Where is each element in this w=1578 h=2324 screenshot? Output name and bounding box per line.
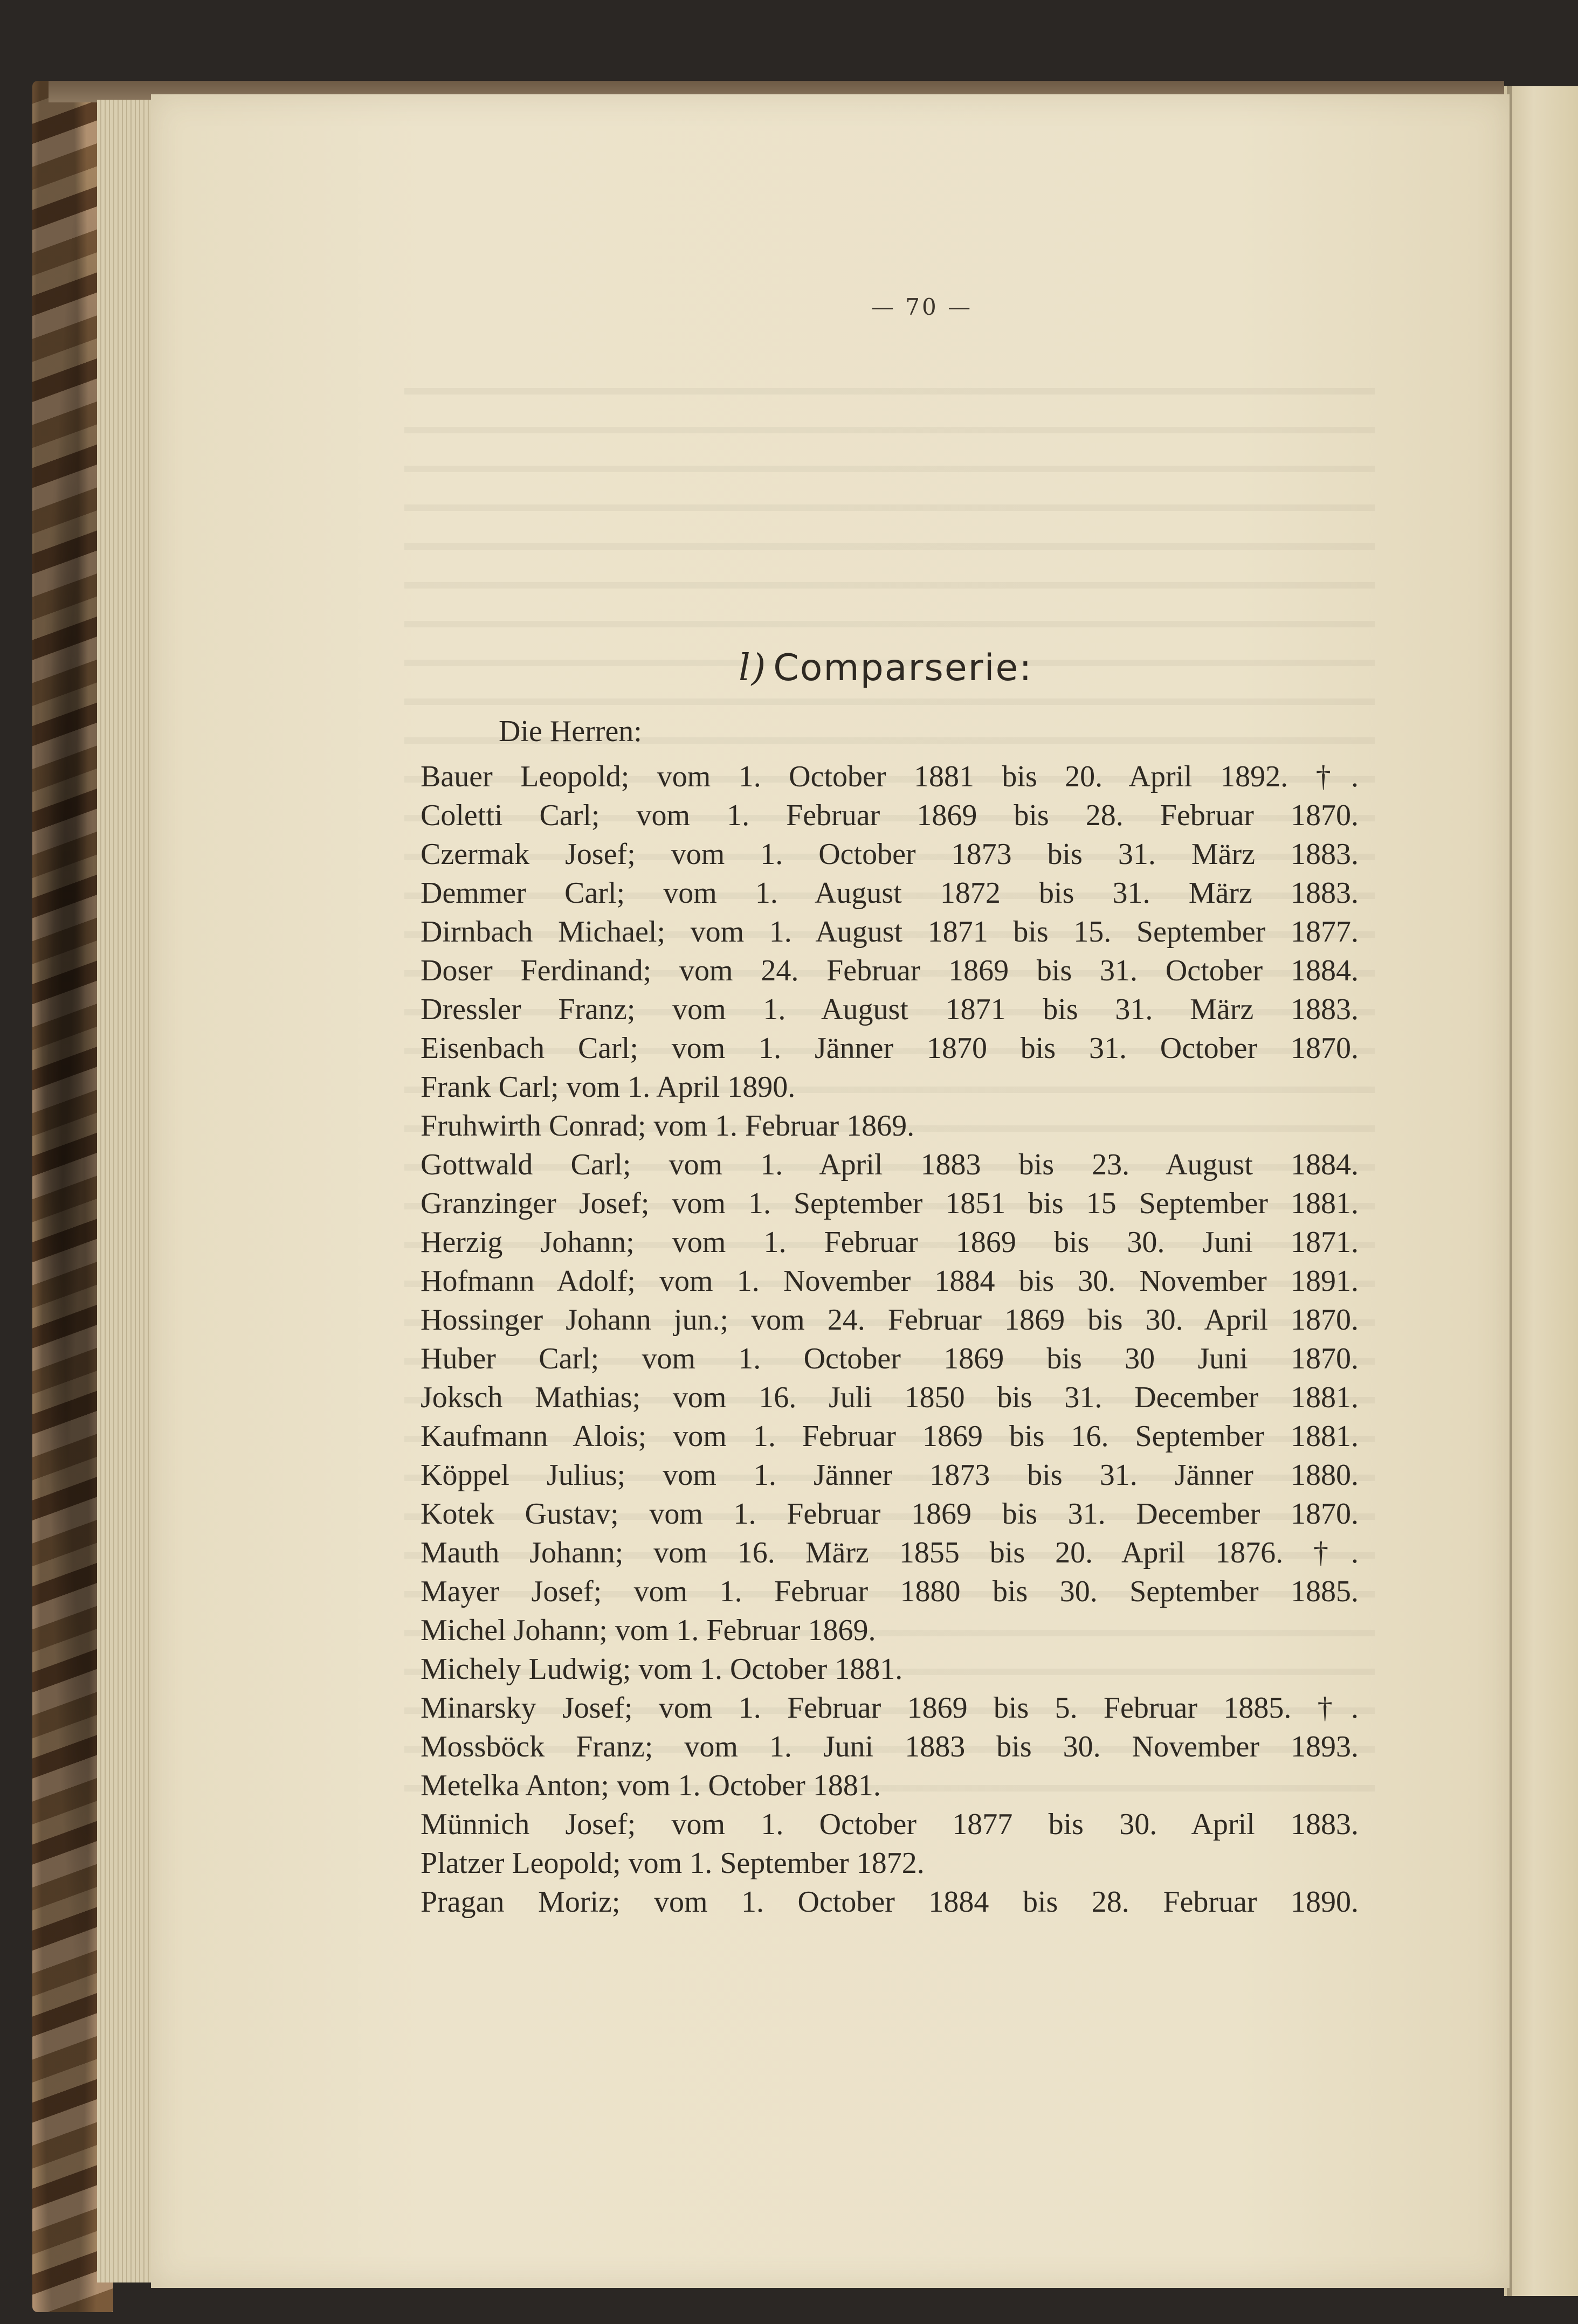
section-title: Comparserie:: [773, 647, 1033, 689]
page-number: — 70 —: [871, 294, 973, 320]
list-item: Pragan Moriz; vom 1. October 1884 bis 28. Februar 1890.: [421, 1885, 1359, 1919]
intro-line: Die Herren:: [499, 715, 642, 748]
list-item: Mossböck Franz; vom 1. Juni 1883 bis 30. November 1893.: [421, 1730, 1359, 1763]
list-item: Mayer Josef; vom 1. Februar 1880 bis 30. September 1885.: [421, 1575, 1359, 1608]
list-item: Coletti Carl; vom 1. Februar 1869 bis 28. Februar 1870.: [421, 799, 1359, 832]
list-item: Czermak Josef; vom 1. October 1873 bis 31. März 1883.: [421, 838, 1359, 871]
list-item: Michel Johann; vom 1. Februar 1869.: [421, 1614, 876, 1647]
list-item: Platzer Leopold; vom 1. September 1872.: [421, 1846, 925, 1880]
list-item: Hofmann Adolf; vom 1. November 1884 bis 30. November 1891.: [421, 1264, 1359, 1298]
list-item: Huber Carl; vom 1. October 1869 bis 30 Juni 1870.: [421, 1342, 1359, 1375]
list-item: Minarsky Josef; vom 1. Februar 1869 bis 5. Februar 1885. †.: [421, 1691, 1359, 1725]
list-item: Hossinger Johann jun.; vom 24. Februar 1869 bis 30. April 1870.: [421, 1303, 1359, 1337]
page-edges: [97, 100, 156, 2282]
list-item: Joksch Mathias; vom 16. Juli 1850 bis 31. December 1881.: [421, 1381, 1359, 1414]
list-item: Fruhwirth Conrad; vom 1. Februar 1869.: [421, 1109, 915, 1143]
list-item: Gottwald Carl; vom 1. April 1883 bis 23. August 1884.: [421, 1148, 1359, 1181]
list-item: Dressler Franz; vom 1. August 1871 bis 31. März 1883.: [421, 993, 1359, 1026]
entry-list: [421, 757, 1359, 1921]
list-item: Mauth Johann; vom 16. März 1855 bis 20. April 1876. †.: [421, 1536, 1359, 1569]
section-marker: l): [739, 647, 767, 689]
list-item: Münnich Josef; vom 1. October 1877 bis 30. April 1883.: [421, 1808, 1359, 1841]
facing-page-edge: [1504, 86, 1578, 2296]
section-heading: [739, 647, 1032, 689]
list-item: Doser Ferdinand; vom 24. Februar 1869 bis 31. October 1884.: [421, 954, 1359, 987]
list-item: Köppel Julius; vom 1. Jänner 1873 bis 31. Jänner 1880.: [421, 1458, 1359, 1492]
list-item: Frank Carl; vom 1. April 1890.: [421, 1070, 796, 1104]
list-item: Herzig Johann; vom 1. Februar 1869 bis 30. Juni 1871.: [421, 1226, 1359, 1259]
list-item: Kotek Gustav; vom 1. Februar 1869 bis 31. December 1870.: [421, 1497, 1359, 1531]
list-item: Metelka Anton; vom 1. October 1881.: [421, 1769, 881, 1802]
list-item: Kaufmann Alois; vom 1. Februar 1869 bis 16. September 1881.: [421, 1420, 1359, 1453]
list-item: Demmer Carl; vom 1. August 1872 bis 31. März 1883.: [421, 876, 1359, 910]
list-item: Eisenbach Carl; vom 1. Jänner 1870 bis 31. October 1870.: [421, 1032, 1359, 1065]
list-item: Michely Ludwig; vom 1. October 1881.: [421, 1652, 903, 1686]
list-item: Granzinger Josef; vom 1. September 1851 bis 15 September 1881.: [421, 1187, 1359, 1220]
list-item: Dirnbach Michael; vom 1. August 1871 bis 15. September 1877.: [421, 915, 1359, 949]
list-item: Bauer Leopold; vom 1. October 1881 bis 20. April 1892. †.: [421, 760, 1359, 793]
